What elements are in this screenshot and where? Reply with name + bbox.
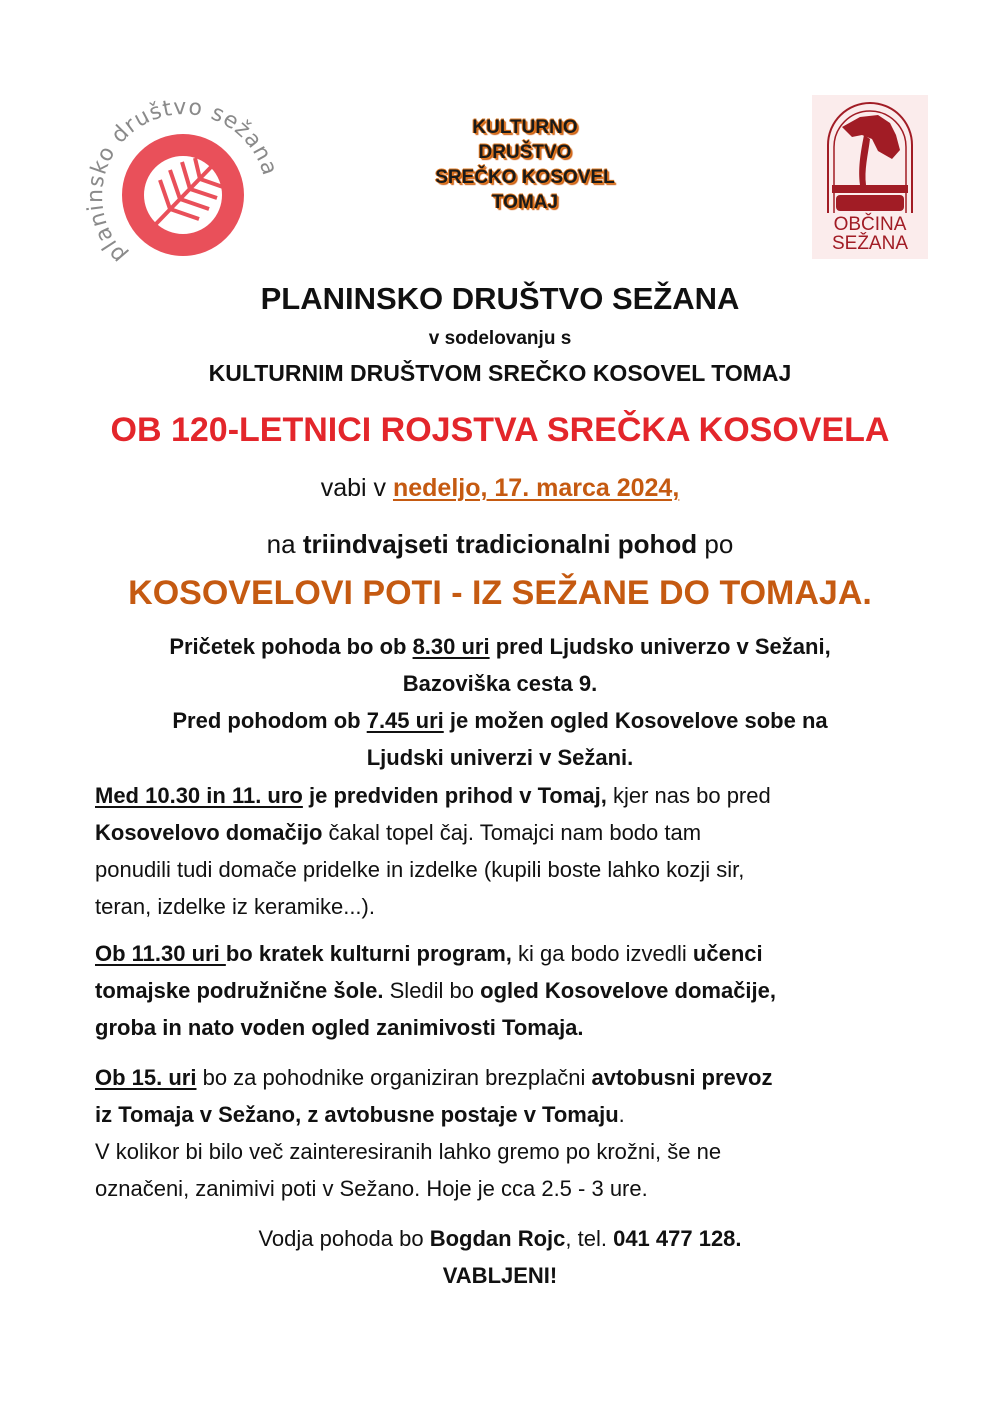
text-segment: ponudili tudi domače pridelke in izdelke (kupili boste lahko kozji sir,: [95, 857, 745, 882]
text-segment: Bazoviška cesta 9.: [402, 671, 598, 696]
text-segment: teran, izdelke iz keramike...).: [95, 894, 375, 919]
text-segment: je možen ogled Kosovelove sobe na: [443, 708, 828, 733]
text-segment: Pred pohodom ob: [172, 708, 367, 733]
text-segment: tomajske podružnične šole.: [95, 978, 384, 1003]
text-segment: čakal topel čaj. Tomajci nam bodo tam: [322, 820, 702, 845]
text-line: [0, 413, 1000, 447]
logo-line: SEŽANA: [831, 233, 909, 254]
text-segment: nedeljo, 17. marca 2024,: [392, 474, 680, 502]
text-segment: V kolikor bi bilo več zainteresiranih lahko gremo po krožni, še ne: [95, 1139, 722, 1164]
text-segment: Ob 15. uri: [95, 1065, 197, 1090]
leaf-icon: [153, 158, 223, 227]
text-line: [0, 362, 1000, 385]
text-segment: Kosovelovo domačijo: [95, 820, 323, 845]
text-segment: Vodja pohoda bo: [258, 1226, 430, 1251]
text-line: [95, 943, 763, 965]
text-segment: vabi v: [320, 474, 393, 502]
logo-line: SREČKO KOSOVEL: [435, 167, 615, 188]
text-segment: ogled Kosovelove domačije,: [480, 978, 777, 1003]
text-line: [95, 1104, 625, 1126]
text-line: [0, 1228, 1000, 1250]
text-segment: KOSOVELOVI POTI - IZ SEŽANE DO TOMAJA.: [128, 574, 872, 612]
text-line: [0, 476, 1000, 501]
text-segment: bo za pohodnike organiziran brezplačni: [196, 1065, 592, 1090]
text-segment: KULTURNIM DRUŠTVOM SREČKO KOSOVEL TOMAJ: [208, 360, 792, 386]
text-segment: bo kratek kulturni program,: [225, 941, 512, 966]
text-line: [95, 822, 701, 844]
text-segment: v sodelovanju s: [428, 328, 572, 349]
text-segment: .: [618, 1102, 625, 1127]
text-line: [0, 283, 1000, 314]
text-segment: VABLJENI!: [442, 1263, 558, 1288]
text-segment: Ljudski univerzi v Sežani.: [366, 745, 634, 770]
text-line: [0, 636, 1000, 658]
text-line: [95, 1067, 772, 1089]
text-line: [0, 531, 1000, 557]
logo-line: OBČINA: [833, 214, 907, 235]
text-line: [0, 747, 1000, 769]
text-segment: groba in nato voden ogled zanimivosti Tomaja.: [95, 1015, 584, 1040]
text-line: [95, 1178, 648, 1200]
text-segment: avtobusni prevoz: [591, 1065, 773, 1090]
logo-line: DRUŠTVO: [478, 142, 572, 163]
kulturno-drustvo-logo: [380, 115, 670, 215]
text-segment: Sledil bo: [383, 978, 481, 1003]
text-line: [95, 896, 375, 918]
text-line: [95, 1141, 721, 1163]
text-line: [95, 980, 776, 1002]
text-segment: iz Tomaja v Sežano, z avtobusne postaje v Tomaju: [95, 1102, 619, 1127]
text-line: [0, 329, 1000, 348]
text-line: [95, 785, 771, 807]
text-segment: triindvajseti tradicionalni pohod: [302, 529, 698, 559]
text-line: [95, 1017, 584, 1039]
text-segment: 041 477 128.: [613, 1226, 742, 1251]
obcina-sezana-logo: [812, 95, 928, 259]
logo-line: TOMAJ: [491, 192, 559, 213]
text-segment: učenci: [692, 941, 763, 966]
text-segment: je predviden prihod v Tomaj,: [302, 783, 607, 808]
text-segment: OB 120-LETNICI ROJSTVA SREČKA KOSOVELA: [110, 411, 890, 449]
text-line: [95, 859, 744, 881]
logo-circular-text: planinsko društvo sežan: [85, 95, 275, 268]
text-line: [0, 576, 1000, 610]
text-line: [0, 710, 1000, 732]
text-segment: po: [697, 529, 734, 559]
text-segment: Bogdan Rojc: [429, 1226, 566, 1251]
text-segment: PLANINSKO DRUŠTVO SEŽANA: [260, 281, 740, 316]
planinsko-drustvo-logo: [85, 95, 275, 275]
text-segment: ki ga bodo izvedli: [511, 941, 693, 966]
text-segment: Pričetek pohoda bo ob: [169, 634, 413, 659]
text-segment: 7.45 uri: [366, 708, 444, 733]
tree-icon: [842, 115, 900, 159]
text-line: [0, 1265, 1000, 1287]
text-segment: 8.30 uri: [412, 634, 490, 659]
logo-line: KULTURNO: [472, 117, 578, 138]
text-line: [0, 673, 1000, 695]
text-segment: na: [266, 529, 303, 559]
text-segment: označeni, zanimivi poti v Sežano. Hoje je cca 2.5 - 3 ure.: [95, 1176, 648, 1201]
text-segment: Ob 11.30 uri: [95, 941, 226, 966]
text-segment: , tel.: [565, 1226, 614, 1251]
text-segment: pred Ljudsko univerzo v Sežani,: [489, 634, 831, 659]
text-segment: Med 10.30 in 11. uro: [95, 783, 303, 808]
text-segment: kjer nas bo pred: [606, 783, 771, 808]
